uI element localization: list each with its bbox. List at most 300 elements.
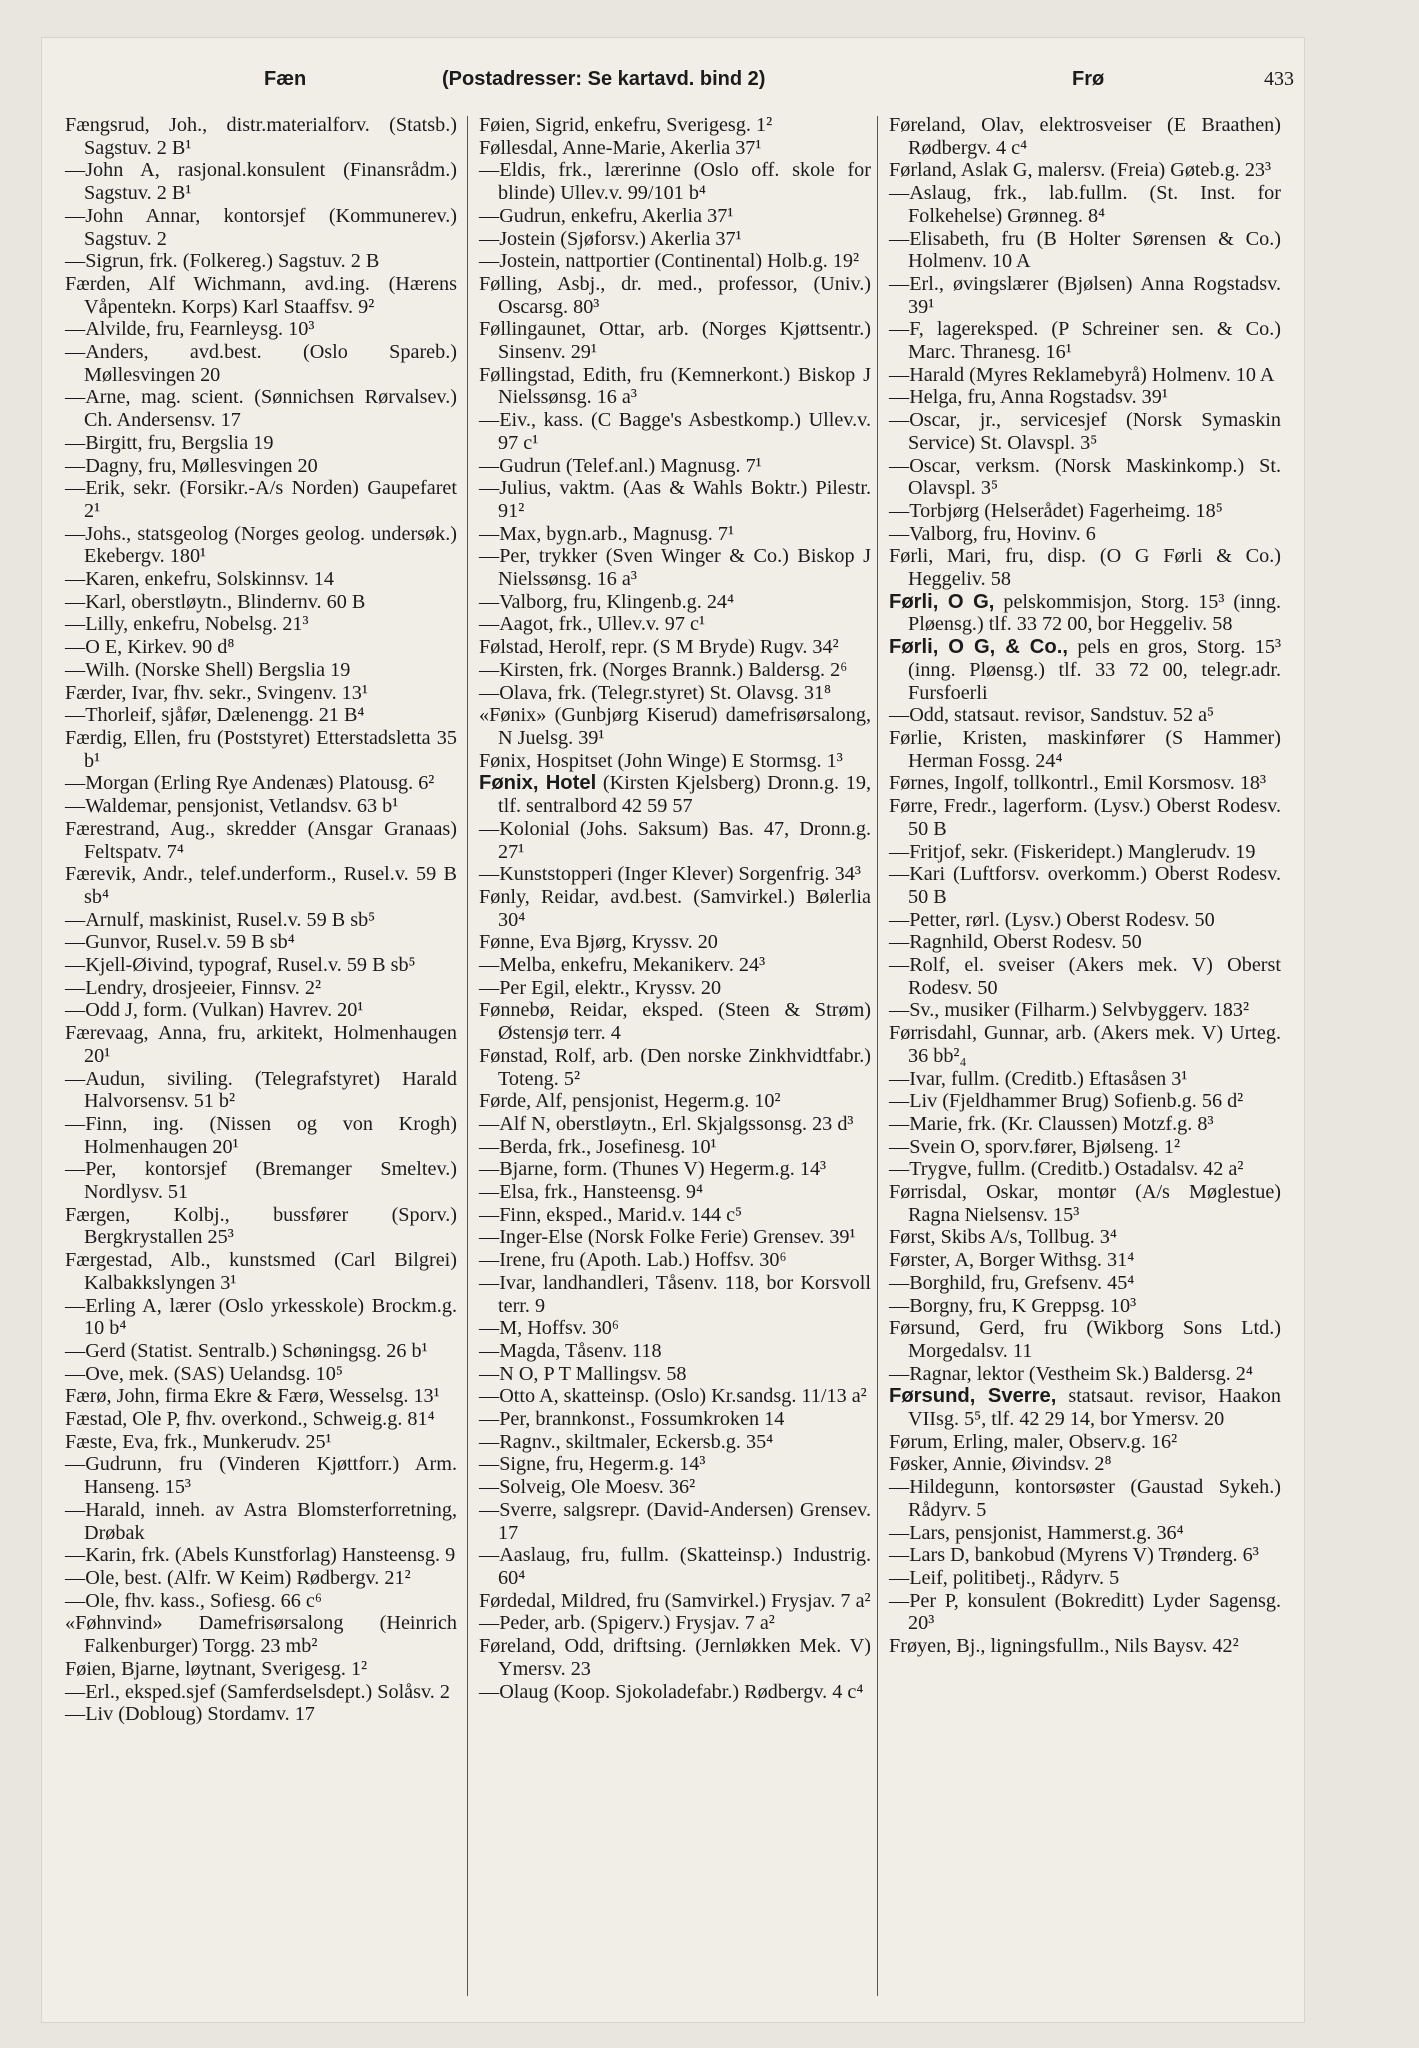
directory-entry <box>889 1453 1281 1476</box>
directory-entry <box>889 228 1281 273</box>
directory-entry <box>479 1317 871 1340</box>
directory-entry <box>889 591 1281 636</box>
entry-text: —Erl., eksped.sjef (Samferdselsdept.) Solåsv. 2 <box>65 1680 450 1703</box>
directory-entry <box>65 1249 457 1294</box>
entry-text: —Odd, statsaut. revisor, Sandstuv. 52 a⁵ <box>889 704 1215 727</box>
directory-entry <box>479 159 871 204</box>
entry-text: —Johs., statsgeolog (Norges geolog. undersøk.) Ekebergv. 180¹ <box>65 522 457 568</box>
directory-entry <box>479 1090 871 1113</box>
entry-text: —Aaslaug, fru, fullm. (Skatteinsp.) Industrig. 60⁴ <box>479 1544 871 1589</box>
directory-page <box>42 38 1304 2022</box>
entry-text: —Melba, enkefru, Mekanikerv. 24³ <box>479 954 766 977</box>
directory-entry <box>479 1431 871 1454</box>
directory-entry <box>479 1181 871 1204</box>
entry-text: Færden, Alf Wichmann, avd.ing. (Hærens Våpentekn. Korps) Karl Staaffsv. 9² <box>65 272 457 318</box>
entry-text: Færevaag, Anna, fru, arkitekt, Holmenhaugen 20¹ <box>65 1022 457 1067</box>
directory-entry <box>65 1158 457 1203</box>
directory-entry <box>65 795 457 818</box>
entry-text: —Gerd (Statist. Sentralb.) Schøningsg. 26 b¹ <box>65 1339 428 1362</box>
directory-entry <box>479 455 871 478</box>
directory-entry <box>479 931 871 954</box>
entry-text: —Solveig, Ole Moesv. 36² <box>479 1476 696 1499</box>
directory-entry <box>65 636 457 659</box>
directory-entry <box>479 1249 871 1272</box>
column-2 <box>479 114 871 1703</box>
entry-text: —Karen, enkefru, Solskinnsv. 14 <box>65 568 334 591</box>
entry-text: Førum, Erling, maler, Observ.g. 16² <box>889 1430 1178 1453</box>
directory-entry <box>889 1590 1281 1635</box>
directory-entry <box>479 1340 871 1363</box>
directory-entry <box>889 1272 1281 1295</box>
directory-entry <box>65 1681 457 1704</box>
entry-text: —Alvilde, fru, Fearnleysg. 10³ <box>65 318 315 341</box>
entry-text: Færgestad, Alb., kunstsmed (Carl Bilgrei) Kalbakkslyngen 3¹ <box>65 1249 457 1294</box>
entry-text: —Audun, siviling. (Telegrafstyret) Harald Halvorsensv. 51 b² <box>65 1067 457 1113</box>
entry-text: Frøyen, Bj., ligningsfullm., Nils Baysv. 42² <box>889 1635 1239 1658</box>
directory-entry <box>479 1681 871 1704</box>
directory-entry <box>65 659 457 682</box>
directory-entry <box>889 159 1281 182</box>
entry-text: —Helga, fru, Anna Rogstadsv. 39¹ <box>889 386 1168 409</box>
entry-text: —Harald (Myres Reklamebyrå) Holmenv. 10 A <box>889 363 1275 386</box>
directory-entry <box>65 159 457 204</box>
directory-entry <box>65 1453 457 1498</box>
directory-entry <box>65 863 457 908</box>
directory-entry <box>479 682 871 705</box>
header-note: (Postadresser: Se kartavd. bind 2) <box>442 68 766 90</box>
directory-entry <box>479 273 871 318</box>
directory-entry <box>889 1544 1281 1567</box>
directory-entry <box>65 1363 457 1386</box>
entry-text: —Eldis, frk., lærerinne (Oslo off. skole for blinde) Ullev.v. 99/101 b⁴ <box>479 159 871 205</box>
entry-text: —Ole, best. (Alfr. W Keim) Rødbergv. 21² <box>65 1567 411 1589</box>
directory-entry <box>479 1272 871 1317</box>
directory-entry <box>65 909 457 932</box>
entry-text: —Karin, frk. (Abels Kunstforlag) Hansteensg. 9 <box>65 1544 456 1567</box>
directory-entry <box>889 841 1281 864</box>
directory-entry <box>479 886 871 931</box>
directory-entry <box>889 523 1281 546</box>
entry-text: —Irene, fru (Apoth. Lab.) Hoffsv. 30⁶ <box>479 1249 787 1272</box>
entry-text: —Oscar, jr., servicesjef (Norsk Symaskin Service) St. Olavspl. 3⁵ <box>889 409 1281 454</box>
directory-entry <box>65 1113 457 1158</box>
directory-entry <box>479 613 871 636</box>
entry-text: Førlie, Kristen, maskinfører (S Hammer) Herman Fossg. 24⁴ <box>889 726 1281 772</box>
entry-text: —Ragnar, lektor (Vestheim Sk.) Baldersg. 2⁴ <box>889 1362 1253 1385</box>
directory-entry <box>65 682 457 705</box>
directory-entry <box>65 591 457 614</box>
entry-text: Fæstad, Ole P, fhv. overkond., Schweig.g. 81⁴ <box>65 1408 435 1431</box>
directory-entry <box>889 364 1281 387</box>
entry-text: —Gunvor, Rusel.v. 59 B sb⁴ <box>65 931 295 954</box>
directory-entry <box>65 954 457 977</box>
entry-text: Fæste, Eva, frk., Munkerudv. 25¹ <box>65 1430 332 1453</box>
entry-text: pelskommisjon, Storg. 15³ (inng. Pløensg.) tlf. 33 72 00, bor Heggeliv. 58 <box>908 590 1281 636</box>
directory-entry <box>65 455 457 478</box>
directory-entry <box>889 1431 1281 1454</box>
entry-text: Førster, A, Borger Withsg. 31⁴ <box>889 1249 1135 1272</box>
entry-text: —Sv., musiker (Filharm.) Selvbyggerv. 183² <box>889 999 1250 1022</box>
entry-text: —Per Egil, elektr., Kryssv. 20 <box>479 976 722 999</box>
directory-entry <box>889 999 1281 1022</box>
directory-entry <box>889 795 1281 840</box>
directory-entry <box>889 727 1281 772</box>
entry-text: —Erik, sekr. (Forsikr.-A/s Norden) Gaupefaret 2¹ <box>65 477 457 522</box>
directory-entry <box>65 568 457 591</box>
entry-text: —Fritjof, sekr. (Fiskeridept.) Manglerudv. 19 <box>889 840 1256 863</box>
directory-entry <box>479 137 871 160</box>
entry-text: —Alf N, oberstløytn., Erl. Skjalgssonsg. 23 d³ <box>479 1112 854 1135</box>
directory-entry <box>479 1590 871 1613</box>
entry-text: —Kunststopperi (Inger Klever) Sorgenfrig. 34³ <box>479 863 861 886</box>
entry-text: —Per, trykker (Sven Winger & Co.) Biskop J Nielssønsg. 16 a³ <box>479 545 871 591</box>
directory-entry <box>479 1226 871 1249</box>
directory-entry <box>889 1522 1281 1545</box>
entry-text: —Julius, vaktm. (Aas & Wahls Boktr.) Pilestr. 91² <box>479 477 871 522</box>
entry-text: —John Annar, kontorsjef (Kommunerev.) Sagstuv. 2 <box>65 204 457 250</box>
entry-text: —Olaug (Koop. Sjokoladefabr.) Rødbergv. 4 c⁴ <box>479 1680 864 1703</box>
entry-text: —Morgan (Erling Rye Andenæs) Platousg. 6² <box>65 772 435 795</box>
directory-entry <box>479 409 871 454</box>
entry-text: —Kolonial (Johs. Saksum) Bas. 47, Dronn.g. 27¹ <box>479 817 871 863</box>
directory-entry <box>479 1453 871 1476</box>
entry-text: Fønnebø, Reidar, eksped. (Steen & Strøm) Østensjø terr. 4 <box>479 999 871 1045</box>
entry-text: Fønix, Hospitset (John Winge) E Stormsg. 1³ <box>479 749 843 772</box>
entry-text: —Odd J, form. (Vulkan) Havrev. 20¹ <box>65 999 364 1022</box>
directory-entry <box>889 114 1281 159</box>
directory-entry <box>65 477 457 522</box>
page-number: 433 <box>1264 68 1294 90</box>
entry-text: Føreland, Olav, elektrosveiser (E Braathen) Rødbergv. 4 c⁴ <box>889 114 1281 159</box>
entry-text: —Otto A, skatteinsp. (Oslo) Kr.sandsg. 11/13 a² <box>479 1385 867 1408</box>
directory-entry <box>65 977 457 1000</box>
entry-text: —Borghild, fru, Grefsenv. 45⁴ <box>889 1271 1135 1294</box>
directory-entry <box>889 1136 1281 1159</box>
directory-entry <box>65 1385 457 1408</box>
directory-entry <box>889 545 1281 590</box>
directory-entry <box>889 1363 1281 1386</box>
entry-text: Førrisdahl, Gunnar, arb. (Akers mek. V) Urteg. 36 bb²₄ <box>889 1022 1281 1067</box>
directory-entry <box>65 1068 457 1113</box>
entry-text: statsaut. revisor, Haakon VIIsg. 5⁵, tlf. 42 29 14, bor Ymersv. 20 <box>908 1385 1281 1431</box>
entry-text: —Svein O, sporv.fører, Bjølseng. 1² <box>889 1135 1181 1158</box>
entry-text: —Per, brannkonst., Fossumkroken 14 <box>479 1408 785 1431</box>
entry-text: Førdedal, Mildred, fru (Samvirkel.) Frysjav. 7 a² <box>479 1589 871 1612</box>
directory-entry <box>479 636 871 659</box>
directory-entry <box>479 863 871 886</box>
entry-text: Førnes, Ingolf, tollkontrl., Emil Korsmosv. 18³ <box>889 772 1267 795</box>
entry-text: —Sverre, salgsrepr. (David-Andersen) Grensev. 17 <box>479 1498 871 1544</box>
directory-entry <box>479 750 871 773</box>
entry-name-bold: Førsund, Sverre, <box>889 1385 1057 1408</box>
directory-entry <box>65 250 457 273</box>
directory-entry <box>65 1612 457 1657</box>
entry-text: Førrisdal, Oskar, montør (A/s Møglestue) Ragna Nielsensv. 15³ <box>889 1181 1281 1226</box>
column-3 <box>889 114 1281 1658</box>
entry-text: —Arnulf, maskinist, Rusel.v. 59 B sb⁵ <box>65 908 376 931</box>
entry-text: Førland, Aslak G, malersv. (Freia) Gøteb.g. 23³ <box>889 159 1272 182</box>
directory-entry <box>65 1295 457 1340</box>
entry-text: —Kirsten, frk. (Norges Brannk.) Baldersg. 2⁶ <box>479 658 848 681</box>
entry-text: —Ragnv., skiltmaler, Eckersb.g. 35⁴ <box>479 1430 774 1453</box>
directory-entry <box>479 1499 871 1544</box>
directory-entry <box>65 341 457 386</box>
directory-entry <box>889 1113 1281 1136</box>
entry-text: Føsker, Annie, Øivindsv. 2⁸ <box>889 1453 1112 1476</box>
entry-text: —Hildegunn, kontorsøster (Gaustad Sykeh.) Rådyrv. 5 <box>889 1476 1281 1521</box>
directory-entry <box>65 1499 457 1544</box>
directory-entry <box>65 704 457 727</box>
directory-entry <box>479 772 871 817</box>
directory-entry <box>479 1612 871 1635</box>
directory-entry <box>479 545 871 590</box>
entry-text: Følling, Asbj., dr. med., professor, (Univ.) Oscarsg. 80³ <box>479 272 871 318</box>
entry-text: Føien, Sigrid, enkefru, Sverigesg. 1² <box>479 114 773 136</box>
directory-entry <box>479 1408 871 1431</box>
directory-entry <box>889 1181 1281 1226</box>
entry-text: —Ivar, fullm. (Creditb.) Eftasåsen 3¹ <box>889 1067 1188 1090</box>
entry-text: —Gudrunn, fru (Vinderen Kjøttforr.) Arm. Hanseng. 15³ <box>65 1453 457 1499</box>
directory-entry <box>889 455 1281 500</box>
entry-text: —Valborg, fru, Klingenb.g. 24⁴ <box>479 590 735 613</box>
entry-text: —Gudrun, enkefru, Akerlia 37¹ <box>479 204 734 227</box>
directory-entry <box>479 591 871 614</box>
directory-entry <box>65 432 457 455</box>
directory-entry <box>65 1703 457 1726</box>
directory-entry <box>479 1158 871 1181</box>
entry-text: —Lendry, drosjeeier, Finnsv. 2² <box>65 976 322 999</box>
entry-text: —Valborg, fru, Hovinv. 6 <box>889 522 1096 545</box>
entry-text: —Elsa, frk., Hansteensg. 9⁴ <box>479 1181 704 1204</box>
entry-text: Færgen, Kolbj., bussfører (Sporv.) Bergkrystallen 25³ <box>65 1203 457 1249</box>
entry-text: pels en gros, Storg. 15³ (inng. Pløensg.) tlf. 33 72 00, telegr.adr. Fursfoerli <box>908 636 1282 704</box>
entry-text: —Arne, mag. scient. (Sønnichsen Rørvalsev.) Ch. Andersensv. 17 <box>65 386 457 432</box>
directory-entry <box>65 1567 457 1590</box>
directory-entry <box>65 727 457 772</box>
directory-entry <box>65 1340 457 1363</box>
directory-entry <box>65 318 457 341</box>
entry-text: —Kjell-Øivind, typograf, Rusel.v. 59 B sb⁵ <box>65 954 416 977</box>
directory-entry <box>889 1476 1281 1521</box>
directory-entry <box>479 523 871 546</box>
entry-text: —John A, rasjonal.konsulent (Finansrådm.) Sagstuv. 2 B¹ <box>65 159 457 205</box>
directory-entry <box>889 931 1281 954</box>
directory-entry <box>479 364 871 409</box>
directory-entry <box>65 818 457 863</box>
entry-text: —F, lagereksped. (P Schreiner sen. & Co.) Marc. Thranesg. 16¹ <box>889 318 1281 364</box>
header-first-entry: Fæn <box>264 68 307 90</box>
entry-text: Fønstad, Rolf, arb. (Den norske Zinkhvidtfabr.) Toteng. 5² <box>479 1044 871 1090</box>
directory-entry <box>65 1408 457 1431</box>
directory-entry <box>889 954 1281 999</box>
directory-entry <box>889 636 1281 704</box>
entry-text: «Føhnvind» Damefrisørsalong (Heinrich Falkenburger) Torgg. 23 mb² <box>65 1612 457 1658</box>
entry-text: —Magda, Tåsenv. 118 <box>479 1339 662 1362</box>
directory-entry <box>479 659 871 682</box>
entry-text: Færø, John, firma Ekre & Færø, Wesselsg. 13¹ <box>65 1385 440 1408</box>
entry-text: —Trygve, fullm. (Creditb.) Ostadalsv. 42 a² <box>889 1158 1244 1181</box>
directory-entry <box>65 999 457 1022</box>
entry-text: —O E, Kirkev. 90 d⁸ <box>65 636 235 659</box>
directory-entry <box>479 114 871 137</box>
entry-name-bold: Fønix, Hotel <box>479 772 597 795</box>
directory-entry <box>889 500 1281 523</box>
entry-text: —Finn, ing. (Nissen og von Krogh) Holmenhaugen 20¹ <box>65 1112 457 1158</box>
entry-text: —Peder, arb. (Spigerv.) Frysjav. 7 a² <box>479 1612 775 1635</box>
directory-entry <box>479 999 871 1044</box>
directory-entry <box>479 977 871 1000</box>
directory-entry <box>479 1204 871 1227</box>
directory-entry <box>479 250 871 273</box>
entry-text: Færdig, Ellen, fru (Poststyret) Etterstadsletta 35 b¹ <box>65 726 457 772</box>
directory-entry <box>889 1090 1281 1113</box>
entry-text: —Harald, inneh. av Astra Blomsterforretning, Drøbak <box>65 1498 457 1544</box>
page-header <box>42 68 1304 104</box>
entry-text: —Ove, mek. (SAS) Uelandsg. 10⁵ <box>65 1362 343 1385</box>
entry-text: Føllingaunet, Ottar, arb. (Norges Kjøttsentr.) Sinsenv. 29¹ <box>479 318 871 364</box>
entry-text: Følstad, Herolf, repr. (S M Bryde) Rugv. 34² <box>479 636 839 659</box>
directory-entry <box>65 931 457 954</box>
entry-text: Først, Skibs A/s, Tollbug. 3⁴ <box>889 1226 1117 1249</box>
entry-text: Færestrand, Aug., skredder (Ansgar Granaas) Feltspatv. 7⁴ <box>65 817 457 863</box>
entry-text: Færder, Ivar, fhv. sekr., Svingenv. 13¹ <box>65 681 368 704</box>
directory-entry <box>65 1431 457 1454</box>
directory-entry <box>479 1544 871 1589</box>
entry-text: —Torbjørg (Helserådet) Fagerheimg. 18⁵ <box>889 499 1223 522</box>
directory-entry <box>889 409 1281 454</box>
entry-text: Føllingstad, Edith, fru (Kemnerkont.) Biskop J Nielssønsg. 16 a³ <box>479 363 871 409</box>
directory-entry <box>65 772 457 795</box>
header-last-entry: Frø <box>1072 68 1105 90</box>
directory-entry <box>479 1363 871 1386</box>
column-1 <box>65 114 457 1726</box>
entry-text: —Dagny, fru, Møllesvingen 20 <box>65 454 318 477</box>
entry-text: —Bjarne, form. (Thunes V) Hegerm.g. 14³ <box>479 1158 827 1181</box>
entry-text: —Per P, konsulent (Bokreditt) Lyder Sagensg. 20³ <box>889 1589 1281 1635</box>
directory-entry <box>889 1385 1281 1430</box>
directory-entry <box>479 818 871 863</box>
entry-text: —Aagot, frk., Ullev.v. 97 c¹ <box>479 613 706 636</box>
column-divider <box>467 116 468 1996</box>
entry-text: Førde, Alf, pensjonist, Hegerm.g. 10² <box>479 1090 781 1113</box>
entry-text: —Aslaug, frk., lab.fullm. (St. Inst. for Folkehelse) Grønneg. 8⁴ <box>889 182 1281 227</box>
directory-entry <box>889 1567 1281 1590</box>
entry-text: Førre, Fredr., lagerform. (Lysv.) Oberst Rodesv. 50 B <box>889 795 1281 840</box>
directory-entry <box>479 1385 871 1408</box>
directory-entry <box>479 228 871 251</box>
directory-entry <box>889 909 1281 932</box>
directory-entry <box>889 1295 1281 1318</box>
entry-text: «Fønix» (Gunbjørg Kiserud) damefrisørsalong, N Juelsg. 39¹ <box>479 704 871 749</box>
directory-entry <box>479 704 871 749</box>
entry-text: —Kari (Luftforsv. overkomm.) Oberst Rodesv. 50 B <box>889 863 1281 908</box>
entry-text: Færevik, Andr., telef.underform., Rusel.v. 59 B sb⁴ <box>65 863 457 908</box>
entry-text: —Eiv., kass. (C Bagge's Asbestkomp.) Ullev.v. 97 c¹ <box>479 409 871 454</box>
entry-text: Føien, Bjarne, løytnant, Sverigesg. 1² <box>65 1657 368 1680</box>
directory-entry <box>479 1476 871 1499</box>
entry-text: —Elisabeth, fru (B Holter Sørensen & Co.) Holmenv. 10 A <box>889 227 1281 273</box>
directory-entry <box>65 205 457 250</box>
directory-entry <box>479 1635 871 1680</box>
entry-text: —Thorleif, sjåfør, Dælenengg. 21 B⁴ <box>65 704 365 727</box>
directory-entry <box>65 1022 457 1067</box>
directory-entry <box>65 613 457 636</box>
directory-entry <box>479 477 871 522</box>
entry-text: —Signe, fru, Hegerm.g. 14³ <box>479 1453 706 1476</box>
directory-entry <box>889 182 1281 227</box>
entry-text: —Lars, pensjonist, Hammerst.g. 36⁴ <box>889 1521 1184 1544</box>
entry-text: —Lars D, bankobud (Myrens V) Trønderg. 6³ <box>889 1544 1259 1567</box>
entry-text: —Ragnhild, Oberst Rodesv. 50 <box>889 931 1142 954</box>
directory-entry <box>889 1635 1281 1658</box>
directory-entry <box>65 1544 457 1567</box>
directory-entry <box>479 954 871 977</box>
directory-entry <box>65 1590 457 1613</box>
entry-text: —Wilh. (Norske Shell) Bergslia 19 <box>65 658 351 681</box>
entry-text: Fængsrud, Joh., distr.materialforv. (Statsb.) Sagstuv. 2 B¹ <box>65 114 457 159</box>
directory-entry <box>889 386 1281 409</box>
entry-text: —Jostein (Sjøforsv.) Akerlia 37¹ <box>479 227 742 250</box>
directory-entry <box>889 1226 1281 1249</box>
directory-entry <box>479 1045 871 1090</box>
entry-text: —Marie, frk. (Kr. Claussen) Motzf.g. 8³ <box>889 1112 1214 1135</box>
entry-text: —Finn, eksped., Marid.v. 144 c⁵ <box>479 1203 743 1226</box>
entry-text: —Waldemar, pensjonist, Vetlandsv. 63 b¹ <box>65 795 399 818</box>
entry-text: —N O, P T Mallingsv. 58 <box>479 1362 687 1385</box>
entry-name-bold: Førli, O G, & Co., <box>889 636 1068 659</box>
entry-text: —Birgitt, fru, Bergslia 19 <box>65 431 274 454</box>
entry-text: Fønne, Eva Bjørg, Kryssv. 20 <box>479 931 718 954</box>
entry-text: —Oscar, verksm. (Norsk Maskinkomp.) St. Olavspl. 3⁵ <box>889 454 1281 500</box>
directory-entry <box>65 1658 457 1681</box>
directory-entry <box>65 1204 457 1249</box>
entry-text: Føreland, Odd, driftsing. (Jernløkken Mek. V) Ymersv. 23 <box>479 1635 871 1680</box>
entry-name-bold: Førli, O G, <box>889 590 995 613</box>
entry-text: —Berda, frk., Josefinesg. 10¹ <box>479 1135 717 1158</box>
directory-entry <box>65 523 457 568</box>
entry-text: —Liv (Dobloug) Stordamv. 17 <box>65 1703 315 1726</box>
directory-entry <box>65 114 457 159</box>
directory-entry <box>889 772 1281 795</box>
entry-text: (Kirsten Kjelsberg) Dronn.g. 19, tlf. sentralbord 42 59 57 <box>498 772 871 818</box>
entry-text: —M, Hoffsv. 30⁶ <box>479 1317 619 1340</box>
directory-entry <box>889 1068 1281 1091</box>
entry-text: —Petter, rørl. (Lysv.) Oberst Rodesv. 50 <box>889 908 1215 931</box>
directory-entry <box>479 1136 871 1159</box>
directory-entry <box>889 1022 1281 1067</box>
entry-text: —Anders, avd.best. (Oslo Spareb.) Møllesvingen 20 <box>65 341 457 386</box>
directory-entry <box>65 386 457 431</box>
entry-text: —Max, bygn.arb., Magnusg. 7¹ <box>479 522 735 545</box>
directory-entry <box>889 1317 1281 1362</box>
column-divider <box>877 116 878 1996</box>
entry-text: —Erling A, lærer (Oslo yrkesskole) Brockm.g. 10 b⁴ <box>65 1294 457 1340</box>
entry-text: —Olava, frk. (Telegr.styret) St. Olavsg. 31⁸ <box>479 681 832 704</box>
entry-text: Førsund, Gerd, fru (Wikborg Sons Ltd.) Morgedalsv. 11 <box>889 1317 1281 1362</box>
entry-text: Førli, Mari, fru, disp. (O G Førli & Co.) Heggeliv. 58 <box>889 545 1281 591</box>
entry-text: Fønly, Reidar, avd.best. (Samvirkel.) Bølerlia 30⁴ <box>479 885 871 931</box>
directory-entry <box>479 318 871 363</box>
directory-entry <box>889 704 1281 727</box>
entry-text: —Ivar, landhandleri, Tåsenv. 118, bor Korsvoll terr. 9 <box>479 1271 871 1317</box>
entry-text: —Jostein, nattportier (Continental) Holb.g. 19² <box>479 250 860 273</box>
entry-text: —Ole, fhv. kass., Sofiesg. 66 c⁶ <box>65 1589 322 1612</box>
entry-text: —Leif, politibetj., Rådyrv. 5 <box>889 1567 1120 1589</box>
entry-text: —Rolf, el. sveiser (Akers mek. V) Oberst Rodesv. 50 <box>889 954 1281 999</box>
directory-entry <box>479 1113 871 1136</box>
entry-text: —Inger-Else (Norsk Folke Ferie) Grensev. 39¹ <box>479 1226 856 1249</box>
directory-entry <box>65 273 457 318</box>
